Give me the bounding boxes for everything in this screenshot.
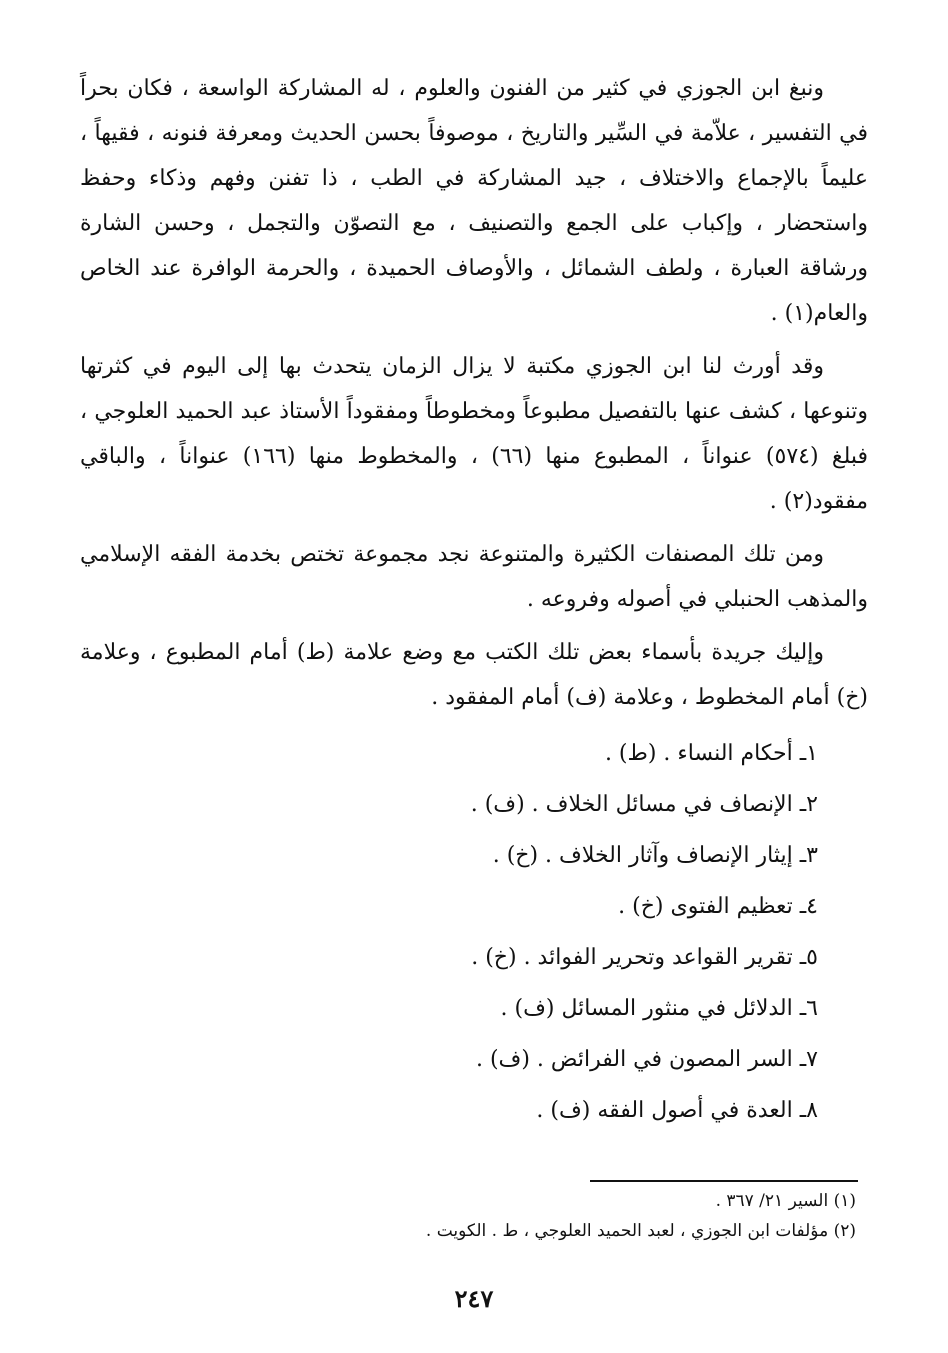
list-item: ١ـ أحكام النساء . (ط) . bbox=[604, 741, 818, 766]
footnotes bbox=[80, 1186, 856, 1246]
paragraph-fiqh-works: ومن تلك المصنفات الكثيرة والمتنوعة نجد مجموعة تختص بخدمة الفقه الإسلامي والمذهب الحنبلي في أصوله وفروعه . bbox=[80, 542, 868, 612]
page-number: ٢٤٧ bbox=[454, 1284, 494, 1313]
paragraph-list-intro: وإليك جريدة بأسماء بعض تلك الكتب مع وضع علامة (ط) أمام المطبوع ، وعلامة (خ) أمام المخطوط ، وعلامة (ف) أمام المفقود . bbox=[80, 640, 868, 710]
paragraph-scholarship: ونبغ ابن الجوزي في كثير من الفنون والعلوم ، له المشاركة الواسعة ، فكان بحراً في التفسير ، علاّمة في السِّير والتاريخ ، موصوفاً بحسن الحديث ومعرفة فنونه ، فقيهاً ، عليماً بالإجماع والاختلاف ، جيد المشاركة في الطب ، ذا تفنن وفهم وذكاء وحفظ واستحضار ، وإكباب على الجمع والتصنيف ، مع التصوّن والتجمل ، وحسن الشارة ورشاقة العبارة ، ولطف الشمائل ، والأوصاف الحميدة ، والحرمة الوافرة عند الخاص والعام(١) . bbox=[80, 76, 868, 326]
footnote-divider bbox=[590, 1180, 858, 1182]
list-item: ٦ـ الدلائل في منثور المسائل (ف) . bbox=[500, 996, 818, 1021]
book-list bbox=[80, 728, 868, 1136]
list-item: ٥ـ تقرير القواعد وتحرير الفوائد . (خ) . bbox=[471, 945, 818, 970]
footnote-1: (١) السير ٢١/ ٣٦٧ . bbox=[715, 1191, 856, 1211]
list-item: ٤ـ تعظيم الفتوى (خ) . bbox=[618, 894, 818, 919]
footnote-2: (٢) مؤلفات ابن الجوزي ، لعبد الحميد العلوجي ، ط . الكويت . bbox=[425, 1221, 856, 1241]
list-item: ٨ـ العدة في أصول الفقه (ف) . bbox=[536, 1098, 818, 1123]
list-item: ٢ـ الإنصاف في مسائل الخلاف . (ف) . bbox=[470, 792, 818, 817]
main-text bbox=[80, 66, 868, 1136]
paragraph-library: وقد أورث لنا ابن الجوزي مكتبة لا يزال الزمان يتحدث بها إلى اليوم في كثرتها وتنوعها ، كشف عنها بالتفصيل مطبوعاً ومخطوطاً ومفقوداً الأستاذ عبد الحميد العلوجي ، فبلغ (٥٧٤) عنواناً ، المطبوع منها (٦٦) ، والمخطوط منها (١٦٦) عنواناً ، والباقي مفقود(٢) . bbox=[80, 354, 869, 514]
list-item: ٧ـ السر المصون في الفرائض . (ف) . bbox=[475, 1047, 818, 1072]
list-item: ٣ـ إيثار الإنصاف وآثار الخلاف . (خ) . bbox=[492, 843, 818, 868]
